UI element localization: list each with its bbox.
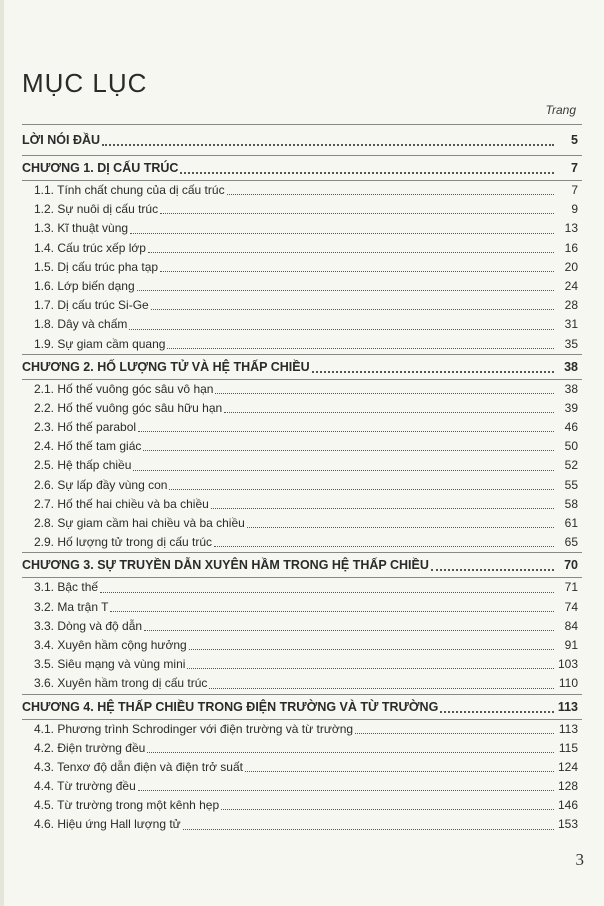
dot-leader: [138, 431, 554, 432]
dot-leader: [160, 271, 554, 272]
toc-section[interactable]: [22, 495, 582, 514]
toc-section[interactable]: [22, 476, 582, 495]
dot-leader: [110, 611, 554, 612]
toc-chapter-3[interactable]: [22, 553, 582, 577]
entry-title: 2.2. Hố thế vuông góc sâu hữu hạn: [34, 400, 223, 415]
dot-leader: [100, 592, 554, 593]
entry-page: 55: [564, 477, 578, 492]
entry-page: 128: [557, 779, 578, 794]
toc-chapter-1[interactable]: [22, 156, 582, 180]
entry-page: 38: [564, 381, 578, 396]
toc-section[interactable]: [22, 437, 582, 456]
dot-leader: [355, 733, 554, 734]
toc-section[interactable]: [22, 777, 582, 796]
toc-section[interactable]: [22, 418, 582, 437]
toc-section[interactable]: [22, 200, 582, 219]
entry-title: CHƯƠNG 2. HỐ LƯỢNG TỬ VÀ HỆ THẤP CHIỀU: [22, 359, 310, 374]
toc-section[interactable]: [22, 617, 582, 636]
toc-entry-preface[interactable]: [22, 125, 582, 155]
entry-title: 3.3. Dòng và độ dẫn: [34, 618, 143, 633]
dot-leader: [137, 290, 554, 291]
entry-title: 2.8. Sự giam cầm hai chiều và ba chiều: [34, 516, 245, 530]
entry-title: 3.5. Siêu mạng và vùng mini: [34, 657, 186, 672]
entry-title: 2.6. Sự lấp đầy vùng con: [34, 477, 168, 492]
dot-leader: [144, 630, 554, 631]
toc-section[interactable]: [22, 277, 582, 296]
entry-title: 1.5. Dị cấu trúc pha tạp: [34, 259, 159, 274]
entry-page: 7: [571, 161, 578, 175]
dot-leader: [247, 527, 554, 528]
entry-title: 1.7. Dị cấu trúc Si-Ge: [34, 298, 149, 313]
dot-leader: [227, 194, 554, 195]
entry-title: 4.6. Hiệu ứng Hall lượng tử: [34, 817, 181, 832]
toc-section[interactable]: [22, 796, 582, 815]
entry-page: 84: [564, 618, 578, 633]
entry-title: 4.5. Từ trường trong một kênh hẹp: [34, 798, 220, 813]
dot-leader: [224, 412, 554, 413]
entry-page: 115: [558, 740, 578, 755]
entry-title: 2.7. Hố thế hai chiều và ba chiều: [34, 496, 209, 511]
entry-page: 113: [557, 699, 578, 714]
dot-leader: [169, 489, 554, 490]
toc-section[interactable]: [22, 335, 582, 354]
entry-title: CHƯƠNG 3. SỰ TRUYỀN DẪN XUYÊN HẦM TRONG HỆ THẤP CHIỀU: [22, 558, 429, 573]
dot-leader: [215, 393, 554, 394]
page-column-label: Trang: [545, 103, 576, 117]
dot-leader: [129, 329, 554, 330]
entry-title: 1.2. Sự nuôi dị cấu trúc: [34, 202, 159, 217]
entry-page: 5: [571, 133, 578, 147]
entry-page: 65: [564, 535, 578, 550]
entry-title: 2.9. Hố lượng tử trong dị cấu trúc: [34, 535, 213, 550]
page-title: MỤC LỤC: [22, 68, 148, 98]
entry-title: LỜI NÓI ĐẦU: [22, 133, 101, 147]
dot-leader: [183, 829, 554, 830]
entry-title: CHƯƠNG 4. HỆ THẤP CHIỀU TRONG ĐIỆN TRƯỜNG VÀ TỪ TRƯỜNG: [22, 699, 439, 714]
toc-chapter-4[interactable]: [22, 695, 582, 719]
entry-page: 58: [564, 496, 578, 511]
entry-title: 4.2. Điện trường đều: [34, 740, 146, 755]
toc-section[interactable]: [22, 533, 582, 552]
entry-page: 52: [564, 458, 578, 473]
toc-section[interactable]: [22, 380, 582, 399]
toc-section[interactable]: [22, 720, 582, 739]
dot-leader: [180, 172, 554, 174]
entry-page: 110: [558, 676, 578, 691]
entry-page: 124: [557, 759, 578, 774]
toc-section[interactable]: [22, 815, 582, 834]
entry-title: CHƯƠNG 1. DỊ CẤU TRÚC: [22, 161, 179, 175]
page-number: 3: [575, 850, 584, 869]
dot-leader: [147, 752, 554, 753]
entry-page: 103: [557, 657, 578, 672]
entry-page: 61: [564, 516, 578, 530]
entry-page: 74: [564, 599, 578, 614]
entry-page: 153: [557, 817, 578, 832]
dot-leader: [431, 569, 554, 571]
entry-title: 3.1. Bậc thế: [34, 580, 99, 595]
entry-page: 24: [564, 278, 578, 293]
dot-leader: [211, 508, 554, 509]
entry-page: 71: [564, 580, 578, 595]
dot-leader: [187, 668, 554, 669]
toc-section[interactable]: [22, 181, 582, 200]
entry-page: 28: [564, 298, 578, 313]
toc-section[interactable]: [22, 239, 582, 258]
entry-page: 31: [564, 317, 578, 332]
toc-section[interactable]: [22, 598, 582, 617]
toc-section[interactable]: [22, 578, 582, 597]
entry-title: 1.3. Kĩ thuật vùng: [34, 221, 129, 236]
toc-section[interactable]: [22, 456, 582, 475]
toc-section[interactable]: [22, 258, 582, 277]
dot-leader: [312, 371, 554, 373]
dot-leader: [214, 546, 554, 547]
entry-page: 38: [564, 359, 578, 374]
dot-leader: [160, 213, 554, 214]
entry-page: 146: [557, 798, 578, 813]
entry-page: 46: [564, 420, 578, 435]
toc-section[interactable]: [22, 739, 582, 758]
dot-leader: [102, 144, 554, 146]
toc-section[interactable]: [22, 674, 582, 693]
dot-leader: [143, 450, 554, 451]
dot-leader: [148, 252, 554, 253]
entry-title: 1.6. Lớp biến dạng: [34, 278, 135, 293]
entry-page: 91: [564, 637, 578, 652]
entry-title: 1.9. Sự giam cầm quang: [34, 336, 166, 351]
entry-title: 3.6. Xuyên hầm trong dị cấu trúc: [34, 676, 208, 691]
dot-leader: [209, 688, 554, 689]
entry-title: 1.1. Tính chất chung của dị cấu trúc: [34, 183, 225, 197]
toc-section[interactable]: [22, 399, 582, 418]
entry-title: 2.5. Hệ thấp chiều: [34, 458, 132, 473]
entry-title: 2.3. Hố thế parabol: [34, 420, 137, 435]
entry-title: 1.4. Cấu trúc xếp lớp: [34, 240, 146, 255]
dot-leader: [151, 309, 554, 310]
entry-title: 4.1. Phương trình Schrodinger với điện trường và từ trường: [34, 721, 354, 736]
dot-leader: [133, 470, 554, 471]
toc-section[interactable]: [22, 296, 582, 315]
entry-title: 3.2. Ma trận T: [34, 599, 109, 614]
entry-page: 20: [564, 259, 578, 274]
entry-page: 13: [564, 221, 578, 236]
toc-section[interactable]: [22, 315, 582, 334]
entry-page: 9: [571, 202, 578, 217]
dot-leader: [189, 649, 554, 650]
toc-section[interactable]: [22, 219, 582, 238]
entry-page: 50: [564, 439, 578, 454]
entry-title: 4.3. Tenxơ độ dẫn điện và điện trở suất: [34, 759, 243, 774]
entry-title: 1.8. Dây và chấm: [34, 317, 128, 332]
entry-page: 35: [564, 336, 578, 351]
dot-leader: [138, 790, 554, 791]
entry-page: 113: [558, 721, 578, 736]
entry-page: 39: [564, 400, 578, 415]
dot-leader: [440, 711, 554, 713]
dot-leader: [245, 771, 554, 772]
toc-section[interactable]: [22, 514, 582, 533]
entry-title: 2.1. Hố thế vuông góc sâu vô hạn: [34, 381, 214, 396]
dot-leader: [221, 809, 554, 810]
dot-leader: [167, 348, 554, 349]
toc-section[interactable]: [22, 758, 582, 777]
dot-leader: [130, 233, 554, 234]
entry-title: 3.4. Xuyên hầm cộng hưởng: [34, 637, 187, 652]
table-of-contents: [22, 124, 582, 835]
toc-section[interactable]: [22, 636, 582, 655]
entry-page: 70: [564, 558, 578, 573]
entry-title: 4.4. Từ trường đều: [34, 779, 136, 794]
entry-title: 2.4. Hố thế tam giác: [34, 439, 142, 454]
entry-page: 7: [571, 183, 578, 197]
toc-section[interactable]: [22, 655, 582, 674]
entry-page: 16: [564, 240, 578, 255]
toc-chapter-2[interactable]: [22, 355, 582, 379]
page-edge: [0, 0, 4, 906]
